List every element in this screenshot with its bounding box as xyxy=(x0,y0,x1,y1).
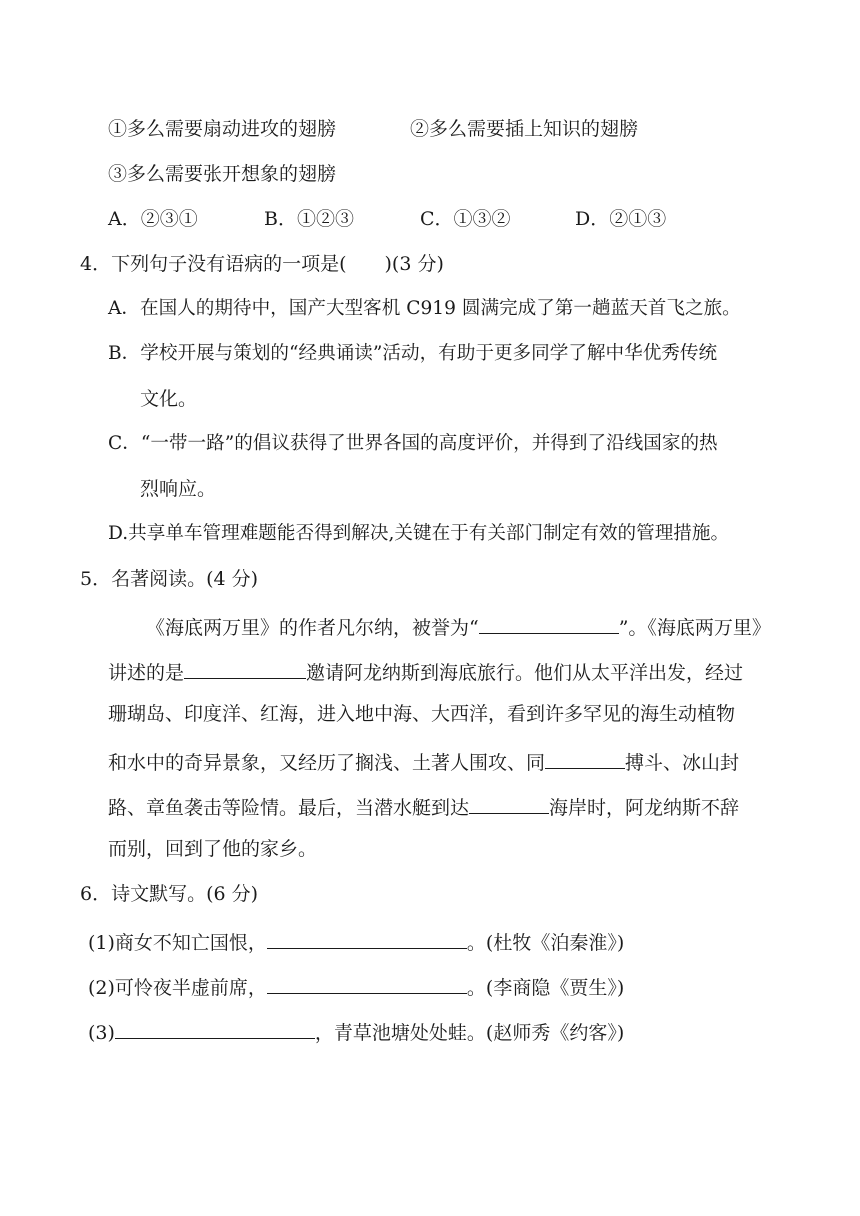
q6-poem-1-text-a: (1)商女不知亡国恨， xyxy=(88,932,267,954)
q5-stem: 5．名著阅读。(4 分) xyxy=(80,568,259,590)
q5-line-5-text-a: 路、章鱼袭击等险情。最后，当潜水艇到达 xyxy=(108,797,470,819)
q6-answer-blank-1[interactable] xyxy=(267,930,467,949)
q5-answer-blank-4[interactable] xyxy=(469,795,549,814)
q6-poem-1-text-b: 。(杜牧《泊秦淮》) xyxy=(466,932,625,954)
q5-line-5-text-b: 海岸时，阿龙纳斯不辞 xyxy=(549,797,740,819)
q5-line-4-text-b: 搏斗、冰山封 xyxy=(625,752,740,774)
q4-stem: 4．下列句子没有语病的一项是( )(3 分) xyxy=(80,253,444,275)
q4-option-c-line2: 烈响应。 xyxy=(140,478,217,500)
q6-poem-3-text-b: ，青草池塘处处蛙。(赵师秀《约客》) xyxy=(314,1022,625,1044)
q6-poem-3-text-a: (3) xyxy=(88,1022,115,1044)
q3-option-3: ③多么需要张开想象的翅膀 xyxy=(108,163,337,185)
q5-answer-blank-1[interactable] xyxy=(479,615,619,634)
q5-line-4 xyxy=(108,750,739,773)
q4-option-a: A．在国人的期待中，国产大型客机 C919 圆满完成了第一趟蓝天首飞之旅。 xyxy=(108,298,741,319)
q3-option-2: ②多么需要插上知识的翅膀 xyxy=(410,118,639,140)
q4-option-b-line2: 文化。 xyxy=(140,388,198,410)
q6-poem-1 xyxy=(88,930,624,953)
q5-line-1 xyxy=(146,615,771,638)
q3-choice-d: D．②①③ xyxy=(575,208,667,230)
q5-answer-blank-3[interactable] xyxy=(545,750,625,769)
q6-stem: 6．诗文默写。(6 分) xyxy=(80,883,259,905)
q5-line-3: 珊瑚岛、印度洋、红海，进入地中海、大西洋，看到许多罕见的海生动植物 xyxy=(108,703,736,725)
q5-line-4-text-a: 和水中的奇异景象，又经历了搁浅、土著人围攻、同 xyxy=(108,752,546,774)
q6-answer-blank-2[interactable] xyxy=(267,975,467,994)
q3-choice-b: B．①②③ xyxy=(264,208,354,230)
q6-answer-blank-3[interactable] xyxy=(115,1020,315,1039)
q3-choice-c: C．①③② xyxy=(420,208,511,230)
q5-line-6: 而别，回到了他的家乡。 xyxy=(108,838,318,860)
q6-poem-2-text-a: (2)可怜夜半虚前席， xyxy=(88,977,267,999)
q4-option-d: D.共享单车管理难题能否得到解决,关键在于有关部门制定有效的管理措施。 xyxy=(108,523,730,544)
q5-line-2-text-a: 讲述的是 xyxy=(108,662,185,684)
q3-option-1: ①多么需要扇动进攻的翅膀 xyxy=(108,118,337,140)
q5-line-2-text-b: 邀请阿龙纳斯到海底旅行。他们从太平洋出发，经过 xyxy=(306,662,744,684)
q3-choice-a: A．②③① xyxy=(108,208,198,230)
q4-option-c-line1: C．“一带一路”的倡议获得了世界各国的高度评价，并得到了沿线国家的热 xyxy=(108,433,718,454)
q6-poem-3 xyxy=(88,1020,624,1043)
q5-line-5 xyxy=(108,795,739,818)
q6-poem-2-text-b: 。(李商隐《贾生》) xyxy=(466,977,625,999)
q4-option-b-line1: B．学校开展与策划的“经典诵读”活动，有助于更多同学了解中华优秀传统 xyxy=(108,343,718,364)
q5-line-1-text-a: 《海底两万里》的作者凡尔纳，被誉为“ xyxy=(146,617,479,639)
q6-poem-2 xyxy=(88,975,624,998)
q5-answer-blank-2[interactable] xyxy=(184,660,306,679)
q5-line-1-text-b: ”。《海底两万里》 xyxy=(618,617,771,639)
q5-line-2 xyxy=(108,660,743,683)
